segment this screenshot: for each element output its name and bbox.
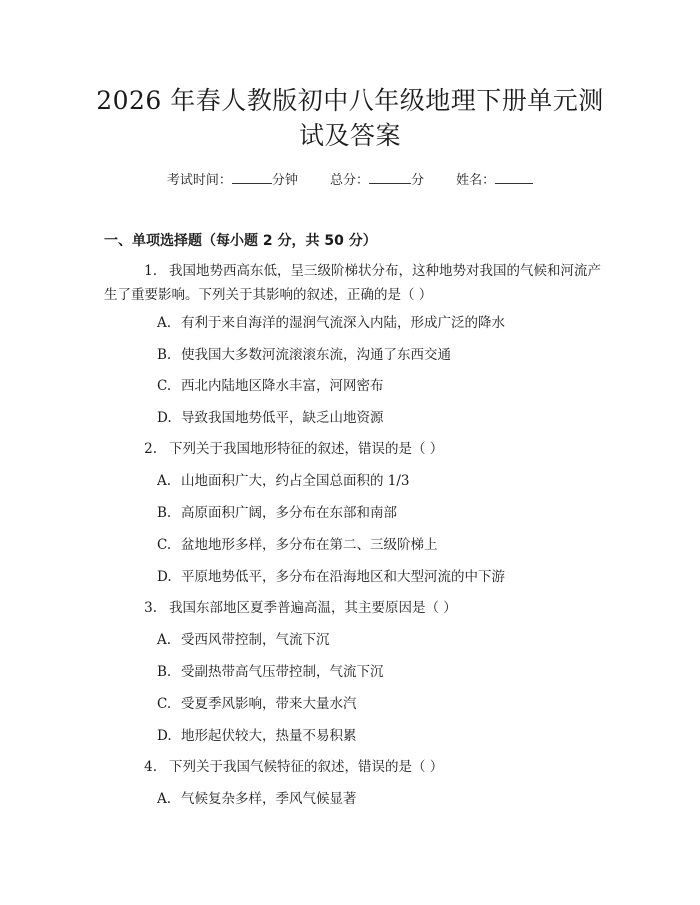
exam-time-unit: 分钟 — [271, 173, 298, 188]
option-text: 导致我国地势低平，缺乏山地资源 — [181, 410, 384, 426]
option-2b — [157, 503, 397, 523]
option-letter: C. — [157, 378, 172, 394]
question-text-line1: 我国东部地区夏季普遍高温，其主要原因是（ ） — [169, 600, 457, 616]
option-letter: A. — [157, 632, 172, 648]
option-letter: B. — [157, 347, 172, 363]
option-2d — [157, 567, 505, 587]
option-2a — [157, 471, 410, 491]
option-text: 地形起伏较大，热量不易积累 — [181, 728, 357, 744]
option-1c — [157, 376, 384, 396]
exam-score-blank — [369, 169, 411, 184]
question-number: 3. — [144, 600, 157, 616]
question-text-line1: 下列关于我国气候特征的叙述，错误的是（ ） — [169, 759, 444, 775]
question-2 — [104, 437, 604, 461]
question-3 — [104, 596, 604, 620]
option-3b — [157, 662, 384, 682]
option-text: 使我国大多数河流滚滚东流，沟通了东西交通 — [181, 347, 451, 363]
exam-time — [167, 169, 298, 190]
option-text: 山地面积广大，约占全国总面积的 1/3 — [181, 473, 410, 489]
option-letter: A. — [157, 473, 172, 489]
option-text: 受西风带控制，气流下沉 — [181, 632, 330, 648]
option-text: 高原面积广阔，多分布在东部和南部 — [181, 505, 397, 521]
exam-meta — [0, 169, 700, 190]
option-2c — [157, 535, 438, 555]
option-letter: D. — [157, 728, 172, 744]
exam-name-label: 姓名： — [456, 173, 496, 188]
option-text: 西北内陆地区降水丰富，河网密布 — [181, 378, 384, 394]
option-text: 受夏季风影响，带来大量水汽 — [181, 696, 357, 712]
question-number: 2. — [144, 441, 157, 457]
option-letter: C. — [157, 537, 172, 553]
option-text: 有利于来自海洋的湿润气流深入内陆，形成广泛的降水 — [181, 315, 505, 331]
document-title-line2: 试及答案 — [298, 121, 401, 150]
option-1d — [157, 408, 384, 428]
option-letter: D. — [157, 410, 172, 426]
option-text: 受副热带高气压带控制，气流下沉 — [181, 664, 384, 680]
question-text-line2: 生了重要影响。下列关于其影响的叙述，正确的是（ ） — [104, 287, 433, 303]
exam-score-unit: 分 — [411, 173, 425, 188]
section-title: 一、单项选择题（每小题 2 分，共 50 分） — [104, 233, 377, 249]
option-text: 平原地势低平，多分布在沿海地区和大型河流的中下游 — [181, 569, 505, 585]
document-title-line1: 2026 年春人教版初中八年级地理下册单元测 — [96, 86, 604, 115]
exam-time-blank — [232, 169, 272, 184]
option-letter: B. — [157, 505, 172, 521]
exam-name-blank — [495, 169, 533, 184]
exam-time-label: 考试时间： — [166, 173, 232, 188]
option-text: 气候复杂多样，季风气候显著 — [181, 791, 357, 807]
option-text: 盆地地形多样，多分布在第二、三级阶梯上 — [181, 537, 438, 553]
exam-name — [456, 169, 533, 190]
exam-score-label: 总分： — [329, 173, 369, 188]
option-1b — [157, 345, 451, 365]
question-1 — [104, 259, 604, 307]
option-3a — [157, 630, 330, 650]
option-4a — [157, 789, 357, 809]
question-number: 4. — [144, 759, 157, 775]
question-text-line1: 下列关于我国地形特征的叙述，错误的是（ ） — [169, 441, 444, 457]
option-letter: D. — [157, 569, 172, 585]
option-1a — [157, 313, 505, 333]
option-letter: C. — [157, 696, 172, 712]
question-number: 1. — [144, 263, 157, 279]
option-letter: A. — [157, 315, 172, 331]
option-3c — [157, 694, 357, 714]
option-3d — [157, 726, 357, 746]
option-letter: B. — [157, 664, 172, 680]
question-4 — [104, 755, 604, 779]
question-text-line1: 我国地势西高东低，呈三级阶梯状分布，这种地势对我国的气候和河流产 — [169, 263, 601, 279]
exam-score — [330, 169, 424, 190]
option-letter: A. — [157, 791, 172, 807]
